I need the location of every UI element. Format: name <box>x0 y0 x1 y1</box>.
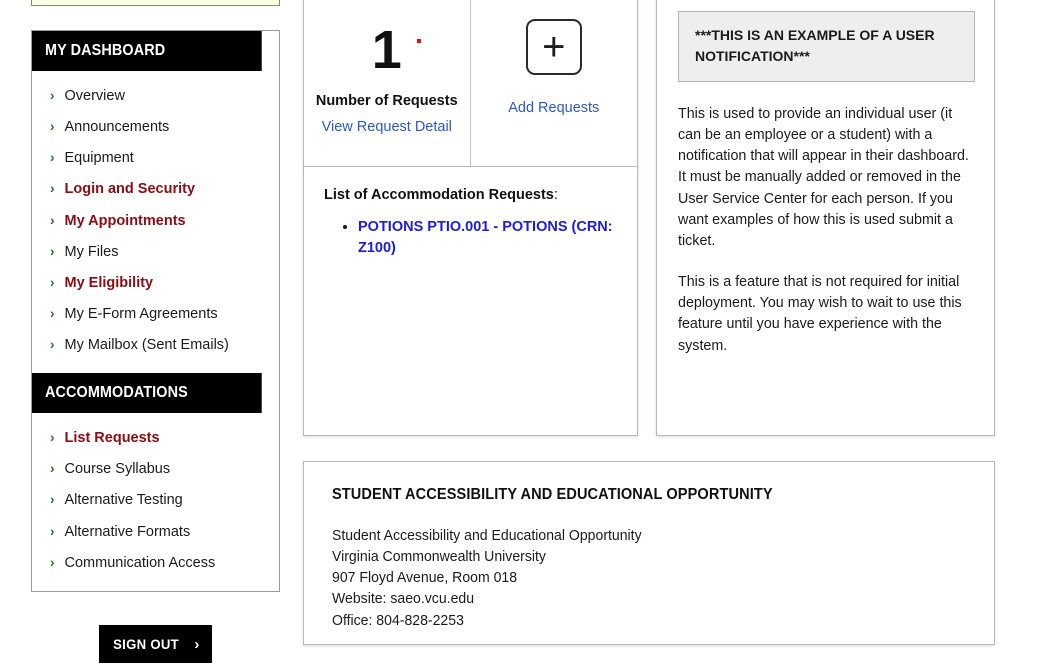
cursor-marker-dot <box>417 39 421 43</box>
chevron-right-icon: › <box>50 461 55 477</box>
list-item <box>358 217 615 258</box>
sidebar-section-list <box>32 413 279 591</box>
accommodation-requests-title-text: List of Accommodation Requests <box>324 187 554 203</box>
notification-paragraph: This is a feature that is not required for initial deployment. You may wish to wait to use this feature until you have experience with the system. <box>678 274 962 354</box>
sidebar-item-label: Alternative Formats <box>64 523 191 540</box>
sidebar-item-label: Alternative Testing <box>64 492 183 509</box>
office-contact-line: Website: saeo.vcu.edu <box>332 591 475 608</box>
office-contact-lines <box>332 526 994 632</box>
sidebar-section-list <box>32 71 279 373</box>
sidebar-item-announcements[interactable] <box>32 112 279 143</box>
office-contact-line: Virginia Commonwealth University <box>332 549 546 566</box>
sidebar-item-my-appointments[interactable] <box>32 206 279 237</box>
sidebar-item-list-requests[interactable] <box>32 423 279 454</box>
accommodation-requests-title <box>324 187 615 203</box>
sidebar-item-login-and-security[interactable] <box>32 174 279 205</box>
sidebar-item-label: Login and Security <box>64 181 196 198</box>
sidebar-section-header: MY DASHBOARD <box>32 31 262 71</box>
sidebar-item-my-eligibility[interactable] <box>32 268 279 299</box>
sidebar-item-label: My Files <box>64 243 119 260</box>
office-contact-title: STUDENT ACCESSIBILITY AND EDUCATIONAL OPPORTUNITY <box>332 486 773 503</box>
user-notification-card <box>656 0 995 436</box>
sidebar-section-header: ACCOMMODATIONS <box>32 373 262 413</box>
office-contact-line: 907 Floyd Avenue, Room 018 <box>332 570 518 587</box>
add-requests-panel <box>471 0 638 166</box>
view-request-detail-link[interactable]: View Request Detail <box>321 119 452 135</box>
chevron-right-icon: › <box>50 305 55 321</box>
request-count-label: Number of Requests <box>315 93 458 109</box>
sidebar-item-label: Course Syllabus <box>64 461 171 478</box>
top-notice-strip <box>31 0 280 6</box>
sidebar-item-my-files[interactable] <box>32 237 279 268</box>
requests-stats-card <box>303 0 638 167</box>
chevron-right-icon: › <box>50 150 55 166</box>
office-contact-line: Office: 804-828-2253 <box>332 612 464 629</box>
sidebar-item-overview[interactable] <box>32 81 279 112</box>
plus-icon[interactable] <box>526 19 582 75</box>
sidebar-item-label: List Requests <box>64 430 160 447</box>
sidebar-item-course-syllabus[interactable] <box>32 454 279 485</box>
chevron-right-icon: › <box>50 181 55 197</box>
sign-out-label: SIGN OUT <box>113 636 180 652</box>
sidebar-item-my-mailbox-sent-emails[interactable] <box>32 330 279 361</box>
chevron-right-icon: › <box>50 119 55 135</box>
sidebar-item-communication-access[interactable] <box>32 548 279 579</box>
sidebar-nav <box>31 30 280 592</box>
sign-out-button[interactable] <box>99 625 212 663</box>
chevron-right-icon: › <box>50 430 55 446</box>
chevron-right-icon: › <box>50 274 55 290</box>
sidebar-item-label: Overview <box>64 88 125 104</box>
request-count-value: 1 <box>371 20 402 80</box>
number-of-requests-panel <box>304 0 471 166</box>
accommodation-requests-title-colon: : <box>553 187 558 203</box>
chevron-right-icon: › <box>50 212 55 228</box>
chevron-right-icon: › <box>50 523 55 539</box>
sidebar-item-label: My Appointments <box>64 212 186 229</box>
chevron-right-icon: › <box>50 88 55 103</box>
sidebar-item-label: My Eligibility <box>64 274 154 291</box>
notification-paragraph: This is used to provide an individual user (it can be an employee or a student) with a notification that will appear in their dashboard. It must be manually added or removed in the User Service Center for each person. If you want examples of how this is used submit a ticket. <box>678 106 969 249</box>
sidebar-item-label: Announcements <box>64 119 170 136</box>
sidebar-item-alternative-formats[interactable] <box>32 517 279 548</box>
notification-banner: ***THIS IS AN EXAMPLE OF A USER NOTIFICATION*** <box>678 11 975 82</box>
sidebar-item-label: Communication Access <box>64 554 216 571</box>
sidebar-item-label: My E-Form Agreements <box>64 305 218 322</box>
chevron-right-icon: › <box>50 492 55 508</box>
chevron-right-icon: › <box>50 554 55 570</box>
sidebar-item-my-e-form-agreements[interactable] <box>32 299 279 330</box>
accommodation-requests-card <box>303 166 638 436</box>
notification-body <box>678 104 975 357</box>
office-contact-line: Student Accessibility and Educational Opportunity <box>332 528 642 544</box>
chevron-right-icon: › <box>50 243 55 259</box>
sidebar-item-label: Equipment <box>64 150 134 167</box>
sidebar-item-alternative-testing[interactable] <box>32 485 279 516</box>
chevron-right-icon: › <box>194 635 200 653</box>
office-contact-card <box>303 461 995 645</box>
chevron-right-icon: › <box>50 337 55 352</box>
accommodation-request-link[interactable]: POTIONS PTIO.001 - POTIONS (CRN: Z100) <box>358 219 613 256</box>
accommodation-requests-list <box>324 217 615 258</box>
plus-glyph: + <box>542 24 566 69</box>
sidebar-item-label: My Mailbox (Sent Emails) <box>64 337 229 353</box>
sidebar-item-equipment[interactable] <box>32 143 279 174</box>
add-requests-link[interactable]: Add Requests <box>508 100 600 116</box>
